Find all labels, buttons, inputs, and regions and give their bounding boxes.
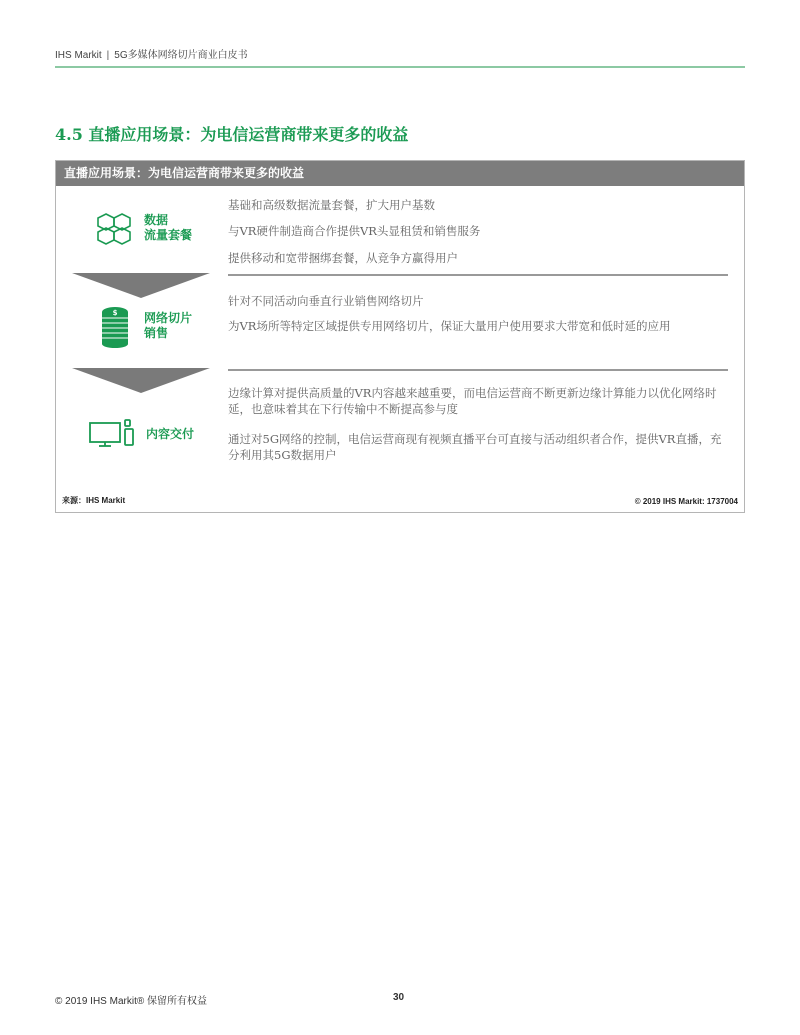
row-label-data-plans bbox=[144, 213, 192, 243]
down-arrow-icon bbox=[72, 368, 210, 393]
figure-box bbox=[55, 160, 745, 513]
page-header bbox=[55, 46, 248, 61]
row-divider bbox=[228, 274, 728, 276]
row-text: 基础和高级数据流量套餐，扩大用户基数 bbox=[228, 198, 435, 212]
row-label-line: 网络切片 bbox=[144, 311, 193, 325]
header-brand: IHS Markit bbox=[55, 50, 102, 61]
down-arrow-icon bbox=[72, 273, 210, 298]
row-label-slice-sales bbox=[144, 311, 192, 341]
row-label-content-delivery: 内容交付 bbox=[146, 427, 195, 441]
row-label-line: 流量套餐 bbox=[144, 228, 193, 242]
row-text: 通过对5G网络的控制，电信运营商现有视频直播平台可直接与活动组织者合作，提供VR直播，充分利用其5G数据用户 bbox=[228, 432, 722, 462]
devices-icon bbox=[88, 419, 136, 449]
row-text: 与VR硬件制造商合作提供VR头显租赁和销售服务 bbox=[228, 224, 481, 238]
figure-title: 直播应用场景：为电信运营商带来更多的收益 bbox=[56, 161, 744, 186]
row-label-line: 数据 bbox=[144, 213, 169, 227]
row-label-line: 销售 bbox=[144, 326, 169, 340]
header-doc-title: 5G多媒体网络切片商业白皮书 bbox=[114, 50, 248, 61]
header-rule bbox=[55, 66, 745, 68]
row-text: 边缘计算对提供高质量的VR内容越来越重要，而电信运营商不断更新边缘计算能力以优化网络时延，也意味着其在下行传输中不断提高参与度 bbox=[228, 386, 717, 416]
footer-copyright: © 2019 IHS Markit® 保留所有权益 bbox=[55, 996, 207, 1007]
network-nodes-icon bbox=[94, 211, 134, 247]
row-text: 为VR场所等特定区域提供专用网络切片，保证大量用户使用要求大带宽和低时延的应用 bbox=[228, 319, 671, 333]
svg-text:$: $ bbox=[112, 309, 118, 317]
row-divider bbox=[228, 369, 728, 371]
header-separator: | bbox=[106, 50, 110, 61]
row-text: 提供移动和宽带捆绑套餐，从竞争方赢得用户 bbox=[228, 251, 458, 265]
row-text: 针对不同活动向垂直行业销售网络切片 bbox=[228, 294, 424, 308]
page-number: 30 bbox=[393, 992, 405, 1003]
figure-source: 来源：IHS Markit bbox=[62, 496, 126, 505]
figure-copyright: © 2019 IHS Markit: 1737004 bbox=[634, 497, 738, 506]
section-title: 4.5 直播应用场景：为电信运营商带来更多的收益 bbox=[55, 125, 409, 144]
coin-stack-icon bbox=[99, 306, 131, 348]
